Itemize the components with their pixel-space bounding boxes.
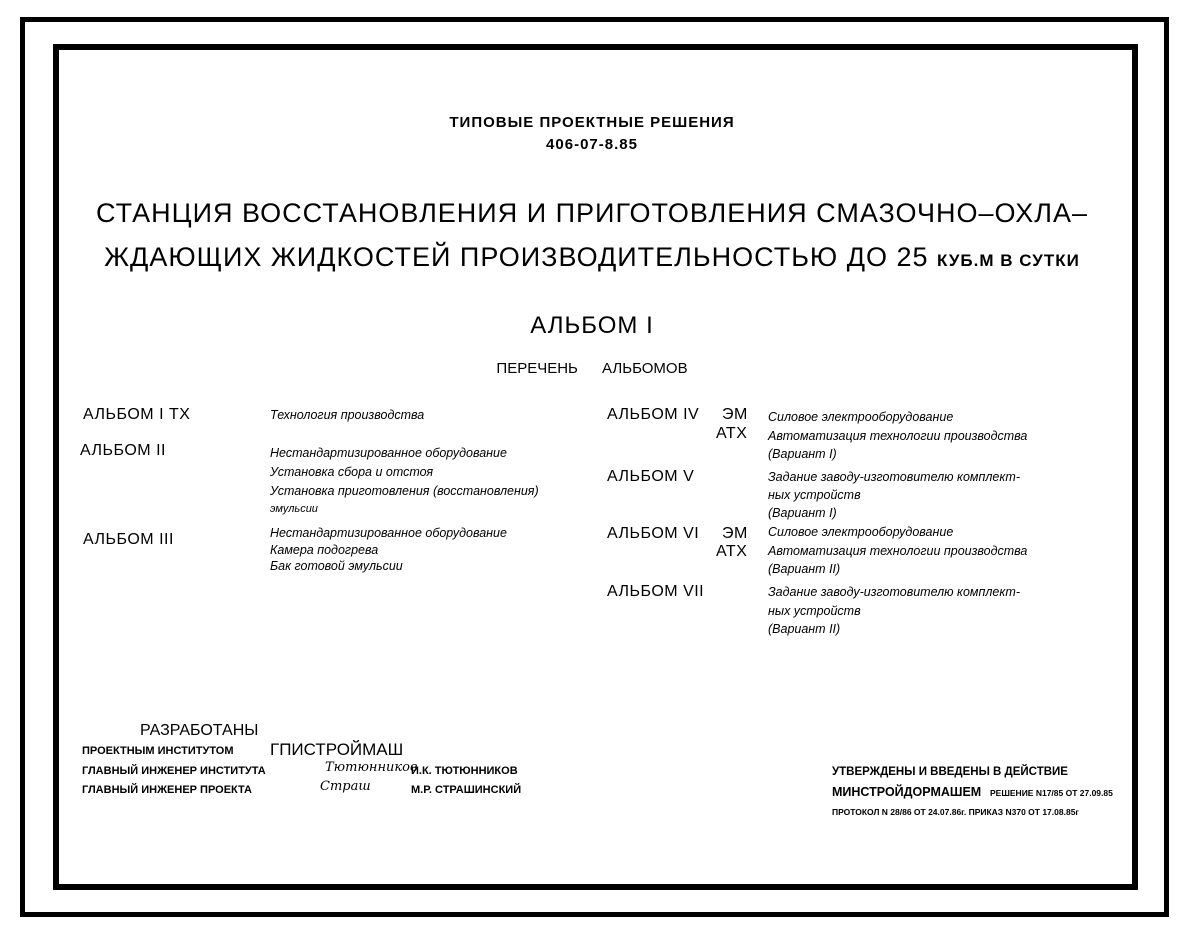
album-desc-line: (Вариант II) — [768, 622, 841, 636]
list-title: ПЕРЕЧЕНЬ АЛЬБОМОВ — [496, 360, 688, 377]
album-desc-line: ных устройств — [768, 604, 861, 618]
approved-protocol: ПРОТОКОЛ N 28/86 ОТ 24.07.86г. ПРИКАЗ N370 ОТ 17.08.85г — [832, 807, 1079, 817]
album-desc-line: (Вариант II) — [768, 562, 841, 576]
album-desc-line: Силовое электрооборудование — [768, 410, 954, 424]
album-desc-line: Автоматизация технологии производства — [768, 429, 1028, 443]
title-line-2 — [0, 242, 1184, 273]
album-desc-line: ных устройств — [768, 488, 861, 502]
album-desc-line: Технология производства — [270, 408, 425, 422]
album-desc-line: Нестандартизированное оборудование — [270, 446, 507, 460]
album-label: АЛЬБОМ VII — [607, 583, 705, 600]
approved-ministry: МИНСТРОЙДОРМАШЕМ — [832, 785, 982, 799]
album-desc-line: (Вариант I) — [768, 447, 837, 461]
album-desc-line: Нестандартизированное оборудование — [270, 526, 507, 540]
album-label: АЛЬБОМ V — [607, 468, 695, 485]
album-desc-line: Задание заводу-изготовителю комплект- — [768, 585, 1020, 599]
album-code: АТХ — [716, 543, 748, 560]
developed-heading: РАЗРАБОТАНЫ — [140, 722, 259, 739]
album-desc-line: Камера подогрева — [270, 543, 379, 557]
album-desc-line: Бак готовой эмульсии — [270, 559, 403, 573]
approved-decision: РЕШЕНИЕ N17/85 ОТ 27.09.85 — [990, 788, 1113, 798]
chief-project-label: ГЛАВНЫЙ ИНЖЕНЕР ПРОЕКТА — [82, 784, 252, 796]
album-code: ЭМ — [722, 406, 748, 423]
signature-chief-institute: Тютюнников — [325, 760, 418, 775]
album-desc-line: (Вариант I) — [768, 506, 837, 520]
album-code: АТХ — [716, 425, 748, 442]
inner-frame — [53, 44, 1138, 890]
album-code: ЭМ — [722, 525, 748, 542]
album-desc-line: Силовое электрооборудование — [768, 525, 954, 539]
title-line-2-main: ЖДАЮЩИХ ЖИДКОСТЕЙ ПРОИЗВОДИТЕЛЬНОСТЬЮ ДО 25 — [104, 242, 929, 272]
album-desc-line: Установка сбора и отстоя — [270, 465, 434, 479]
album-desc-line: Установка приготовления (восстановления) — [270, 484, 539, 498]
album-label: АЛЬБОМ I ТХ — [83, 406, 191, 423]
album-desc-line: Автоматизация технологии производства — [768, 544, 1028, 558]
album-desc-line: эмульсии — [270, 503, 318, 515]
album-label: АЛЬБОМ II — [80, 442, 166, 459]
album-label: АЛЬБОМ IV — [607, 406, 700, 423]
institute-label: ПРОЕКТНЫМ ИНСТИТУТОМ — [82, 745, 234, 757]
chief-institute-name: И.К. ТЮТЮННИКОВ — [411, 765, 518, 777]
album-number: АЛЬБОМ I — [530, 312, 654, 339]
approved-heading: УТВЕРЖДЕНЫ И ВВЕДЕНЫ В ДЕЙСТВИЕ — [832, 766, 1068, 778]
chief-institute-label: ГЛАВНЫЙ ИНЖЕНЕР ИНСТИТУТА — [82, 765, 266, 777]
album-label: АЛЬБОМ VI — [607, 525, 700, 542]
album-desc-line: Задание заводу-изготовителю комплект- — [768, 470, 1020, 484]
title-line-1: СТАНЦИЯ ВОССТАНОВЛЕНИЯ И ПРИГОТОВЛЕНИЯ СМАЗОЧНО–ОХЛА– — [95, 198, 1089, 228]
project-code: 406-07-8.85 — [546, 136, 638, 153]
album-label: АЛЬБОМ III — [83, 531, 174, 548]
chief-project-name: М.Р. СТРАШИНСКИЙ — [411, 784, 522, 796]
series-heading: ТИПОВЫЕ ПРОЕКТНЫЕ РЕШЕНИЯ — [449, 114, 735, 131]
institute-name: ГПИСТРОЙМАШ — [270, 740, 404, 759]
signature-chief-project: Страш — [320, 779, 371, 794]
title-units: КУБ.М В СУТКИ — [937, 251, 1080, 270]
